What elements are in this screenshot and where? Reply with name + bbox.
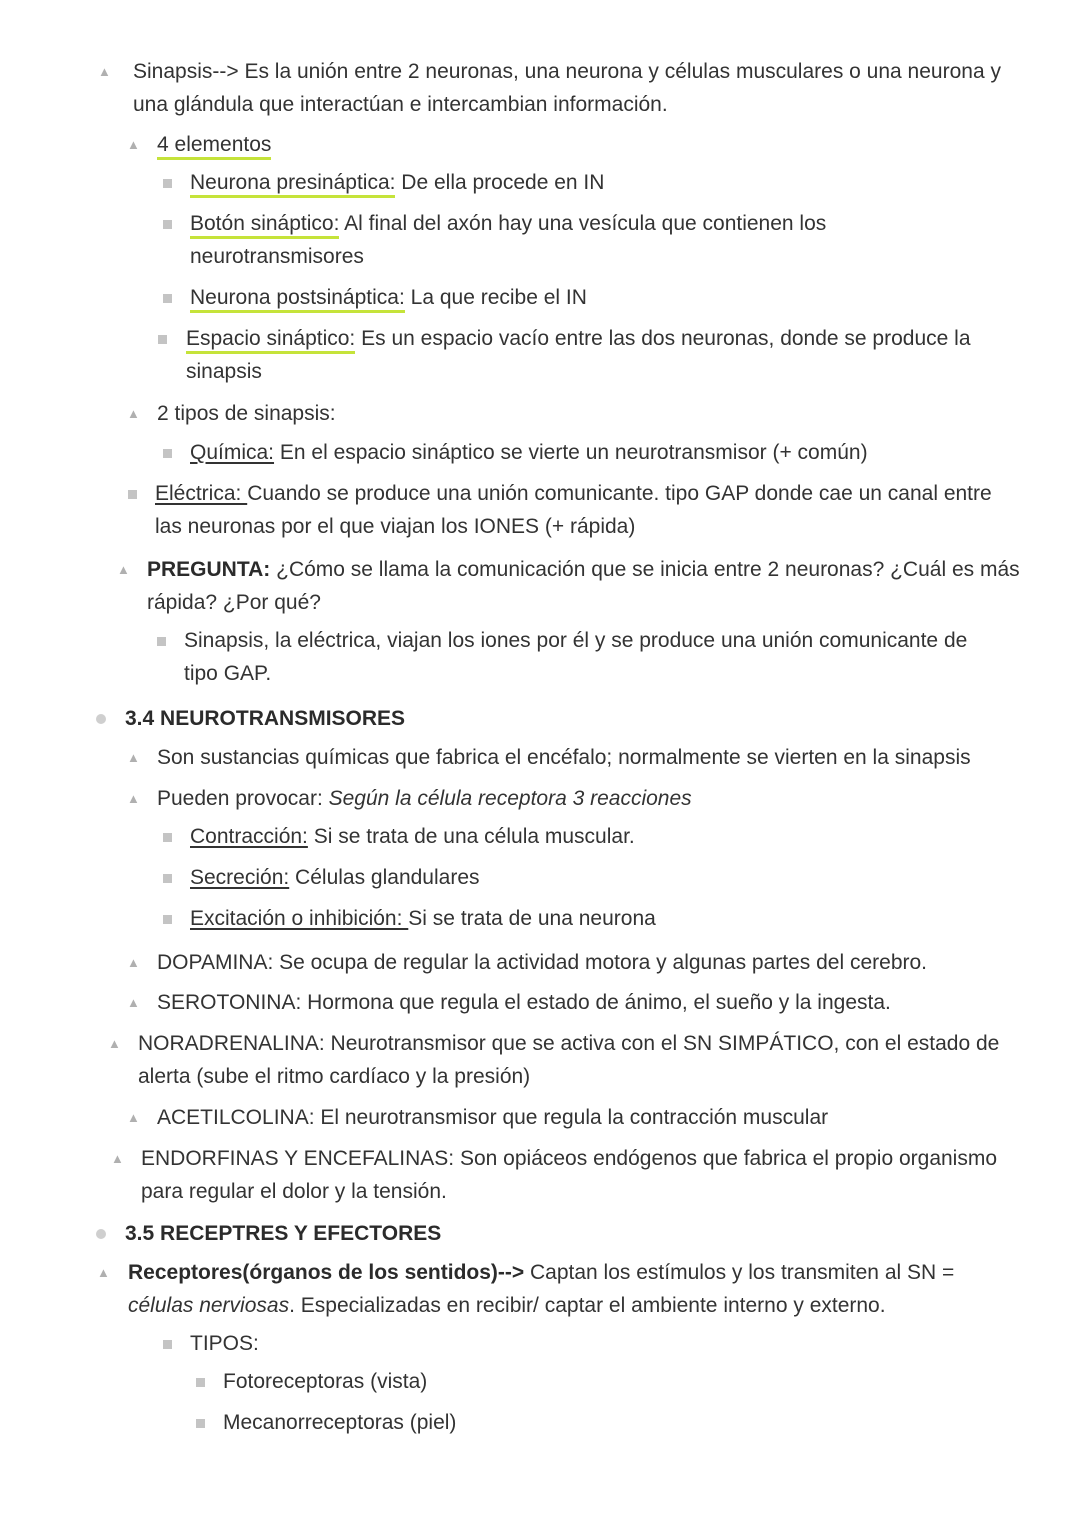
answer: Sinapsis, la eléctrica, viajan los iones por él y se produce una unión comunicante de tipo GAP.: [184, 629, 968, 685]
triangle-bullet-icon: ▲: [127, 995, 140, 1010]
square-bullet-icon: [163, 166, 172, 199]
element-item: Neurona postsináptica: La que recibe el IN: [190, 281, 587, 314]
square-bullet-icon: [163, 436, 172, 469]
receptores-definition: Receptores(órganos de los sentidos)--> Captan los estímulos y los transmiten al SN = células nerviosas. Especializadas en recibir/ captar el ambiente interno y externo.: [128, 1261, 955, 1317]
receptor-type-item: Fotoreceptoras (vista): [223, 1370, 428, 1393]
triangle-bullet-icon: ▲: [108, 1036, 121, 1051]
square-bullet-icon: [128, 477, 137, 510]
square-bullet-icon: [163, 861, 172, 894]
element-item: Neurona presináptica: De ella procede en IN: [190, 166, 604, 199]
square-bullet-icon: [163, 1327, 172, 1360]
triangle-bullet-icon: ▲: [127, 791, 140, 806]
neurotransmisores-definition: Son sustancias químicas que fabrica el encéfalo; normalmente se vierten en la sinapsis: [157, 746, 971, 769]
triangle-bullet-icon: ▲: [117, 562, 130, 577]
triangle-bullet-icon: ▲: [127, 137, 140, 152]
square-bullet-icon: [158, 322, 167, 355]
noradrenalina-item: NORADRENALINA: Neurotransmisor que se activa con el SN SIMPÁTICO, con el estado de alerta (sube el ritmo cardíaco y la presión): [138, 1032, 1000, 1088]
circle-bullet-icon: [96, 1217, 106, 1250]
reactions-heading: Pueden provocar: Según la célula receptora 3 reacciones: [157, 787, 692, 810]
triangle-bullet-icon: ▲: [127, 750, 140, 765]
reaction-item: Contracción: Si se trata de una célula muscular.: [190, 825, 635, 848]
element-item: Espacio sináptico: Es un espacio vacío entre las dos neuronas, donde se produce la sinapsis: [186, 327, 971, 383]
serotonina-item: SEROTONINA: Hormona que regula el estado de ánimo, el sueño y la ingesta.: [157, 991, 891, 1014]
square-bullet-icon: [196, 1365, 205, 1398]
triangle-bullet-icon: ▲: [97, 1265, 110, 1280]
element-item: Botón sináptico: Al final del axón hay una vesícula que contienen los neurotransmisores: [190, 212, 827, 268]
section-title-receptores: 3.5 RECEPTRES Y EFECTORES: [125, 1222, 442, 1245]
elements-heading: 4 elementos: [157, 128, 271, 161]
reaction-item: Secreción: Células glandulares: [190, 866, 480, 889]
type-item: Eléctrica: Cuando se produce una unión comunicante. tipo GAP donde cae un canal entre las neuronas por el que viajan los IONES (+ rápida): [155, 482, 992, 538]
square-bullet-icon: [163, 281, 172, 314]
question: PREGUNTA: ¿Cómo se llama la comunicación que se inicia entre 2 neuronas? ¿Cuál es más rápida? ¿Por qué?: [147, 558, 1020, 614]
triangle-bullet-icon: ▲: [127, 955, 140, 970]
endorfinas-item: ENDORFINAS Y ENCEFALINAS: Son opiáceos endógenos que fabrica el propio organismo para regular el dolor y la tensión.: [141, 1147, 998, 1203]
receptor-types-heading: TIPOS:: [190, 1332, 259, 1355]
section-title-neurotransmisores: 3.4 NEUROTRANSMISORES: [125, 707, 406, 730]
triangle-bullet-icon: ▲: [127, 1110, 140, 1125]
square-bullet-icon: [157, 624, 166, 657]
circle-bullet-icon: [96, 702, 106, 735]
square-bullet-icon: [163, 207, 172, 240]
dopamina-item: DOPAMINA: Se ocupa de regular la actividad motora y algunas partes del cerebro.: [157, 951, 928, 974]
types-heading: 2 tipos de sinapsis:: [157, 402, 336, 425]
square-bullet-icon: [163, 902, 172, 935]
sinapsis-definition: Sinapsis--> Es la unión entre 2 neuronas, una neurona y células musculares o una neurona y una glándula que interactúan e intercambian información.: [133, 60, 1001, 116]
reaction-item: Excitación o inhibición: Si se trata de una neurona: [190, 907, 656, 930]
triangle-bullet-icon: ▲: [111, 1151, 124, 1166]
square-bullet-icon: [163, 820, 172, 853]
receptor-type-item: Mecanorreceptoras (piel): [223, 1411, 457, 1434]
triangle-bullet-icon: ▲: [98, 64, 111, 79]
acetilcolina-item: ACETILCOLINA: El neurotransmisor que regula la contracción muscular: [157, 1106, 829, 1129]
square-bullet-icon: [196, 1406, 205, 1439]
type-item: Química: En el espacio sináptico se vierte un neurotransmisor (+ común): [190, 441, 868, 464]
triangle-bullet-icon: ▲: [127, 406, 140, 421]
